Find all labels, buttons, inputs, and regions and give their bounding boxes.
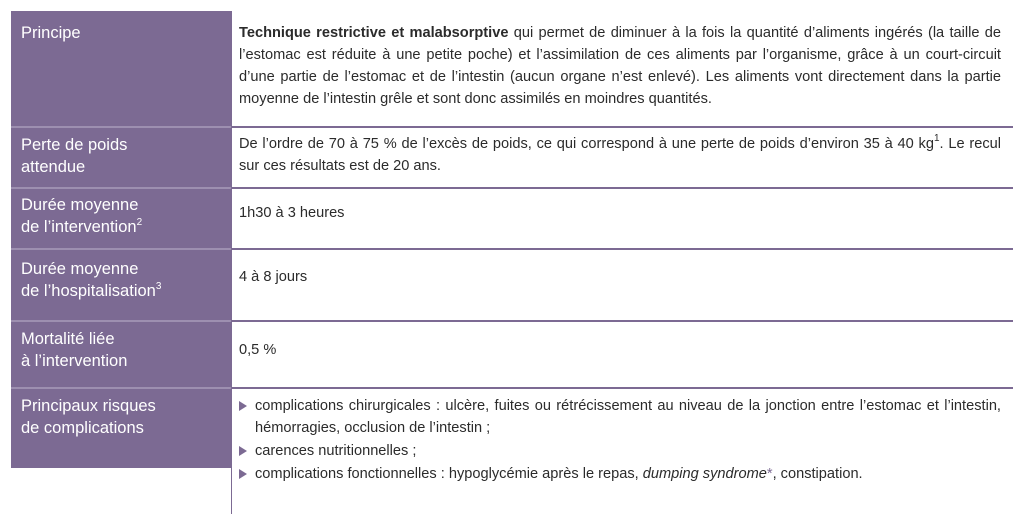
- row-label-duree-intervention: [11, 187, 231, 248]
- row-label-duree-hospitalisation: [11, 248, 231, 320]
- table-row-principe: [11, 11, 1013, 126]
- footnote-1: 1: [933, 133, 940, 145]
- list-item-text: , constipation.: [772, 466, 863, 482]
- list-item: [239, 463, 1013, 485]
- label-text: à l’intervention: [21, 352, 128, 370]
- table-row-mortalite: [11, 320, 1013, 387]
- row-label-principe: [11, 11, 231, 126]
- risques-list: [239, 395, 1013, 485]
- row-label-mortalite: [11, 320, 231, 387]
- row-label-perte: [11, 126, 231, 187]
- row-value-risques: [231, 387, 1013, 514]
- info-table: [11, 11, 1013, 514]
- row-label-risques: [11, 387, 231, 514]
- duree-hospitalisation-value: 4 à 8 jours: [239, 269, 308, 285]
- table-row-duree-hospitalisation: [11, 248, 1013, 320]
- row-value-mortalite: [231, 320, 1013, 387]
- label-text: Perte de poids: [21, 136, 128, 154]
- mortalite-value: 0,5 %: [239, 342, 277, 358]
- label-text: Durée moyenne: [21, 196, 139, 214]
- dumping-syndrome-term: dumping syndrome: [642, 466, 767, 482]
- label-text: Principe: [21, 24, 81, 42]
- list-item-text: carences nutritionnelles ;: [255, 443, 417, 459]
- row-value-principe: [231, 11, 1013, 126]
- table-row-perte: [11, 126, 1013, 187]
- footnote-3: 3: [155, 280, 162, 292]
- table-row-risques: [11, 387, 1013, 514]
- label-text: de l’hospitalisation: [21, 282, 156, 300]
- triangle-bullet-icon: [239, 401, 247, 411]
- footnote-2: 2: [136, 216, 143, 228]
- principe-bold-text: Technique restrictive et malabsorptive: [239, 25, 509, 41]
- list-item-text: complications chirurgicales : ulcère, fuites ou rétrécissement au niveau de la jonction entre l’estomac et l’intestin, hémorragies, occlusion de l’intestin ;: [255, 398, 1001, 436]
- glossary-asterisk: *: [766, 466, 773, 482]
- info-table-container: [11, 11, 1013, 482]
- label-text: Principaux risques: [21, 397, 156, 415]
- principe-text: qui permet de diminuer à la fois la quantité d’aliments ingérés (la taille de l’estomac est réduite à une petite poche) et l’assimilation de ces aliments par l’organisme, grâce à un court-circuit d’une partie de l’estomac et de l’intestin (aucun organe n’est enlevé). Les aliments vont directement dans la partie moyenne de l’intestin grêle et sont donc assimilés en moindres quantités.: [239, 25, 1001, 107]
- label-text: attendue: [21, 158, 86, 176]
- duree-intervention-value: 1h30 à 3 heures: [239, 205, 345, 221]
- triangle-bullet-icon: [239, 446, 247, 456]
- label-text: Durée moyenne: [21, 260, 139, 278]
- row-value-duree-hospitalisation: [231, 248, 1013, 320]
- row-value-perte: [231, 126, 1013, 187]
- list-item: [239, 440, 1013, 462]
- row-value-duree-intervention: [231, 187, 1013, 248]
- table-row-duree-intervention: [11, 187, 1013, 248]
- list-item-text: complications fonctionnelles : hypoglycémie après le repas,: [255, 466, 643, 482]
- perte-text-b: . Le recul sur ces résultats est de 20 ans.: [239, 136, 1001, 174]
- label-text: de l’intervention: [21, 218, 137, 236]
- label-text: de complications: [21, 419, 144, 437]
- perte-text-a: De l’ordre de 70 à 75 % de l’excès de poids, ce qui correspond à une perte de poids d’environ 35 à 40 kg: [239, 136, 934, 152]
- label-text: Mortalité liée: [21, 330, 115, 348]
- list-item: [239, 395, 1013, 439]
